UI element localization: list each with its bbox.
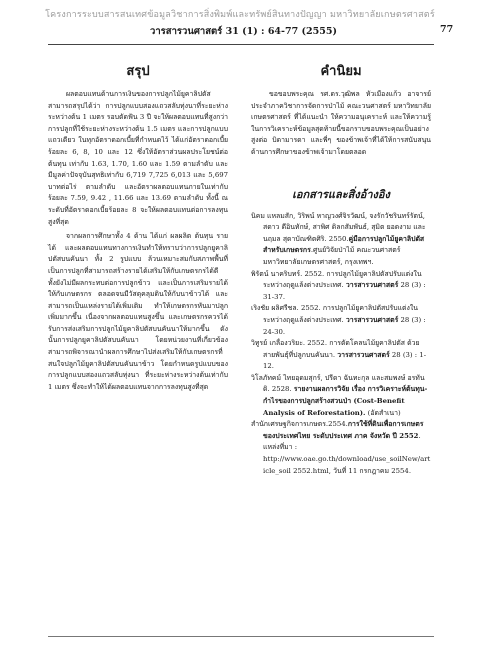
footer-divider xyxy=(48,636,434,637)
page-number: 77 xyxy=(440,24,454,35)
acknowledgement-references-column xyxy=(251,60,431,477)
acknowledgement-paragraph: ขอขอบพระคุณ รศ.ดร.วุฒิพล หัวเมืองแก้ว อาจารย์ประจำภาควิชาการจัดการป่าไม้ คณะวนศาสตร์ มหาวิทยาลัยเกษตรศาสตร์ ที่ได้แนะนำ ให้ความอนุเคราะห์ และให้ความรู้ในการวิเคราะห์ข้อมูลสุดท้ายนี้ขอกราบขอบพระคุณเป็นอย่างสูงต่อ บิดามารดา และพี่ๆ ของข้าพเจ้าที่ได้ให้การสนับสนุนด้านการศึกษาของข้าพเจ้ามาโดยตลอด xyxy=(251,90,431,156)
reference-text: 28 (3) : 1-12. xyxy=(263,350,427,371)
reference-text: (อัดสำเนา) xyxy=(367,408,401,417)
reference-item xyxy=(251,419,431,477)
reference-item xyxy=(251,373,431,419)
reference-text: 28 (3) : 24-30. xyxy=(263,315,426,336)
reference-text: วิโลภัทคม์ ไทยอุดมสุกร์, ปรีดา ฉันทะกุล และสมพงษ์ อรทันดิ. 2528. xyxy=(251,373,425,394)
reference-text: .ศูนย์วิจัยป่าไม้ คณะวนศาสตร์ มหาวิทยาลัยเกษตรศาสตร์, กรุงเทพฯ. xyxy=(263,246,401,266)
reference-text: วิทูรย์ เกลื่องวริยะ. 2552. การตัดโคลนไม้ยูคาลิปตัส ด้วยสายพันธุ์ที่ปลูกบนคันนา. xyxy=(251,339,420,359)
reference-title: วารสารวนศาสตร์ xyxy=(345,281,399,290)
reference-title: วารสารวนศาสตร์ xyxy=(337,350,390,359)
reference-item xyxy=(251,269,431,304)
acknowledgement-heading: คำนิยม xyxy=(320,64,362,79)
reference-item xyxy=(251,338,431,373)
references-heading: เอกสารและสิ่งอ้างอิง xyxy=(292,187,390,201)
reference-title: คู่มือการปลูกไม้ยูคาลิปตัสสำหรับเกษตรกร xyxy=(263,234,425,255)
reference-title: รายงานผลการวิจัย เรื่อง การวิเคราะห์ต้นทุน-กำไรของการปลูกสร้างสวนป่า (Cost-Benefit Analysis of Reforestation). xyxy=(263,385,428,417)
watermark-text: โครงการระบบสารสนเทศข้อมูลวิชาการสิ่งพิมพ์และทรัพย์สินทางปัญญา มหาวิทยาลัยเกษตรศาสตร์ xyxy=(45,10,435,20)
header-divider xyxy=(48,44,434,45)
reference-text: นิคม แหลมสัก, วิริพน์ หาญวงศ์จิรวัฒน์, จงรักวัชรินทร์รัตน์, สดาว ดีอินทักษ์, สาพิศ ดิลกสัมพันธ์, สุมิต ยอดงาม และนฤมล สุดาบัณฑิตศิริ. 2550. xyxy=(251,211,426,243)
reference-title: การใช้ที่ดินเพื่อการเกษตรของประเทศไทย ระดับประเทศ ภาค จังหวัด ปี 2552 xyxy=(263,420,424,440)
summary-paragraph-2: จากผลการศึกษาทั้ง 4 ด้าน ได้แก่ ผลผลิต ต้นทุน รายได้ และผลตอบแทนทางการเงินทำให้ทราบว่าการปลูกยูคาลิปตัสบนคันนา ทั้ง 2 รูปแบบ ล้วนเหมาะสมกับสภาพพื้นที่ เป็นการปลูกที่สามารถสร้างรายได้เสริมให้กับเกษตรกรได้ดี ทั้งยังไม่มีผลกระทบต่อการปลูกข้าว และเป็นการเสริมรายได้ให้กับเกษตรกร ตลอดจนมีวัสดุคลุมดินให้กับนาข้าวได้ และสามารถเป็นแหล่งรายได้เพิ่มเติม ทำให้เกษตรกรหันมาปลูกเพิ่มมากขึ้น เนื่องจากผลตอบแทนสูงขึ้น และเกษตรกรควรได้รับการส่งเสริมการปลูกไม้ยูคาลิปตัสบนคันนาให้มากขึ้น ดังนั้นการปลูกยูคาลิปตัสบนคันนา โดยหน่วยงานที่เกี่ยวข้องสามารถพิจารณานำผลการศึกษาไปส่งเสริมให้กับเกษตรกรที่สนใจปลูกไม้ยูคาลิปตัสบนคันนาข้าว โดยกำหนดรูปแบบของการปลูกแบบสองแถวสลับทุ่งนา ที่ระยะห่างระหว่างต้นเท่ากับ 1 เมตร ซึ่งจะทำให้ได้ผลตอบแทนจากการลงทุนสูงที่สุด xyxy=(48,232,228,391)
reference-text: พิรัตน์ นาคริบทร์. 2552. การปลูกไม้ยูคาลิปตัสปรับแต่งในระหว่างฤดูแล้งต่างประเทศ. xyxy=(251,269,422,290)
running-head: วารสารวนศาสตร์ 31 (1) : 64-77 (2555) xyxy=(150,26,337,37)
reference-item xyxy=(251,303,431,338)
reference-text: เริงชัย ผลิศรีชล. 2552. การปลูกไม้ยูคาลิปตัสปรับแต่งในระหว่างฤดูแล้งต่างประเทศ. xyxy=(251,304,418,324)
reference-text: สำนักเศรษฐกิจการเกษตร.2554. xyxy=(251,420,348,429)
reference-text: . แหล่งที่มา : http://www.oae.go.th/download/use_soilNew/article_soil 2552.html, วันที่ 11 กรกฎาคม 2554. xyxy=(263,431,431,475)
summary-paragraph-1: ผลตอบแทนด้านการเงินของการปลูกไม้ยูคาลิปตัสสามารถสรุปได้ว่า การปลูกแบบสองแถวสลับทุ่งนาที่ระยะห่างระหว่างต้น 1 เมตร รอบตัดฟัน 3 ปี จะให้ผลตอบแทนที่สูงกว่าการปลูกที่ใช้ระยะห่างระหว่างต้น 1.5 เมตร และการปลูกแบบแถวเดียว ในทุกอัตราดอกเบี้ยที่กำหนดไว้ ได้แก่อัตราดอกเบี้ย ร้อยละ 6, 8, 10 และ 12 ซึ่งให้อัตราส่วนผลประโยชน์ต่อต้นทุน เท่ากับ 1.63, 1.70, 1.60 และ 1.59 ตามลำดับ และมีมูลค่าปัจจุบันสุทธิเท่ากับ 6,719 7,725 6,013 และ 5,697 บาทต่อไร่ ตามลำดับ และอัตราผลตอบแทนภายในเท่ากับ ร้อยละ 7.59, 9.42 , 11.66 และ 13.69 ตามลำดับ ทั้งนี้ ณ ระดับที่อัตราดอกเบี้ยร้อยละ 8 จะให้ผลตอบแทนต่อการลงทุนสูงที่สุด xyxy=(48,90,228,226)
reference-item xyxy=(251,211,431,269)
summary-heading: สรุป xyxy=(126,64,150,79)
summary-column xyxy=(48,60,228,393)
reference-title: วารสารวนศาสตร์ xyxy=(345,315,399,324)
reference-text: 28 (3) : 31-37. xyxy=(263,281,426,301)
